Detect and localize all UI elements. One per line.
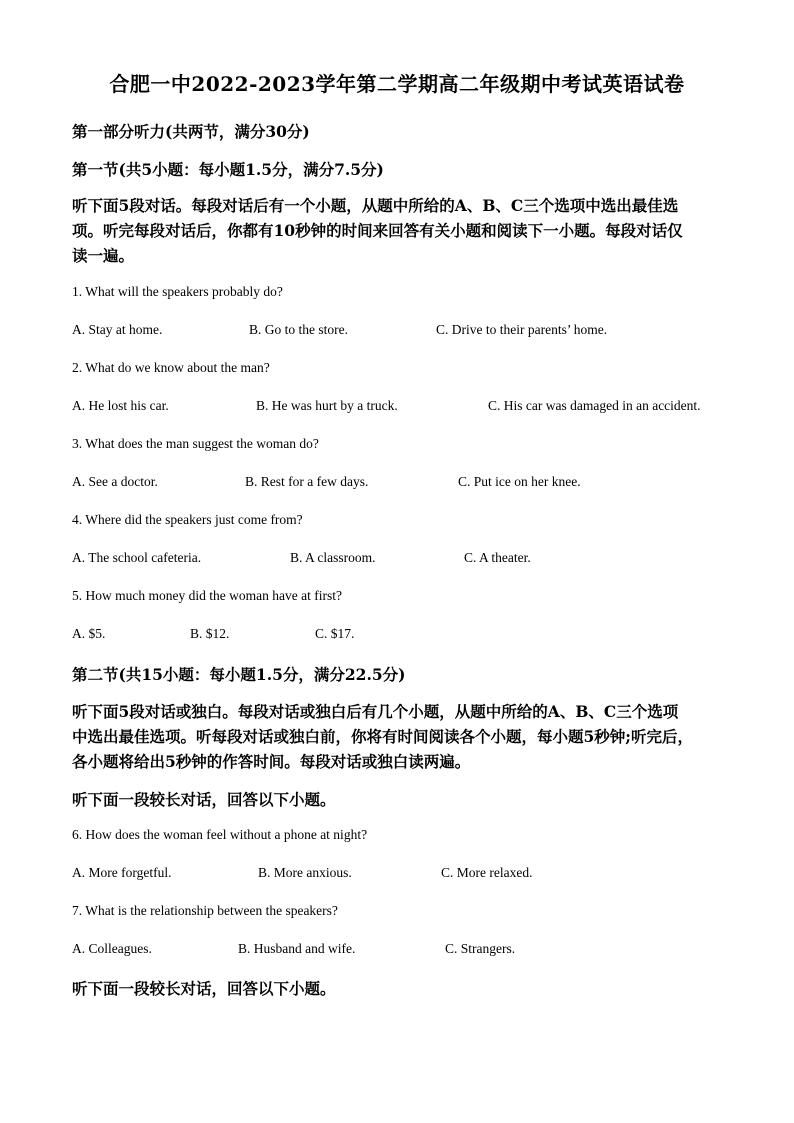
instruction-line: 听下面5段对话或独白。每段对话或独白后有几个小题，从题中所给的A、B、C三个选项 [72, 702, 679, 721]
question-5-option-a: A. $5. [72, 626, 106, 641]
question-3-option-b: B. Rest for a few days. [245, 474, 369, 489]
question-1-option-a: A. Stay at home. [72, 322, 163, 337]
question-7: 7. What is the relationship between the speakers? [72, 903, 338, 918]
question-5: 5. How much money did the woman have at first? [72, 588, 342, 603]
question-3-option-c: C. Put ice on her knee. [458, 474, 581, 489]
section2-heading: 第二节(共15小题：每小题1.5分，满分22.5分) [72, 665, 406, 684]
section2-instructions [72, 699, 722, 774]
question-2-option-c: C. His car was damaged in an accident. [488, 398, 701, 413]
question-3: 3. What does the man suggest the woman do? [72, 436, 319, 451]
long-dialogue-prompt: 听下面一段较长对话，回答以下小题。 [72, 790, 336, 809]
instruction-line: 各小题将给出5秒钟的作答时间。每段对话或独白读两遍。 [72, 752, 471, 771]
section1-instructions [72, 193, 722, 268]
question-4: 4. Where did the speakers just come from? [72, 512, 303, 527]
question-7-option-b: B. Husband and wife. [238, 941, 356, 956]
instruction-line: 听下面5段对话。每段对话后有一个小题，从题中所给的A、B、C三个选项中选出最佳选 [72, 196, 679, 215]
long-dialogue-prompt: 听下面一段较长对话，回答以下小题。 [72, 979, 336, 998]
question-5-option-c: C. $17. [315, 626, 355, 641]
question-1: 1. What will the speakers probably do? [72, 284, 283, 299]
question-2: 2. What do we know about the man? [72, 360, 270, 375]
section1-heading: 第一节(共5小题：每小题1.5分，满分7.5分) [72, 160, 384, 179]
question-2-option-b: B. He was hurt by a truck. [256, 398, 398, 413]
question-7-option-a: A. Colleagues. [72, 941, 152, 956]
instruction-line: 项。听完每段对话后，你都有10秒钟的时间来回答有关小题和阅读下一小题。每段对话仅 [72, 221, 683, 240]
question-3-option-a: A. See a doctor. [72, 474, 158, 489]
exam-title: 合肥一中2022-2023学年第二学期高二年级期中考试英语试卷 [109, 72, 685, 96]
question-6-option-a: A. More forgetful. [72, 865, 172, 880]
question-6-option-c: C. More relaxed. [441, 865, 533, 880]
question-1-option-c: C. Drive to their parents’ home. [436, 322, 608, 337]
instruction-line: 中选出最佳选项。听每段对话或独白前，你将有时间阅读各个小题，每小题5秒钟;听完后， [72, 727, 694, 746]
question-4-option-a: A. The school cafeteria. [72, 550, 202, 565]
question-6-option-b: B. More anxious. [258, 865, 352, 880]
instruction-line: 读一遍。 [72, 246, 135, 265]
question-4-option-b: B. A classroom. [290, 550, 376, 565]
question-5-option-b: B. $12. [190, 626, 230, 641]
question-7-option-c: C. Strangers. [445, 941, 516, 956]
question-4-option-c: C. A theater. [464, 550, 531, 565]
part1-heading: 第一部分听力(共两节，满分30分) [72, 122, 310, 141]
question-2-option-a: A. He lost his car. [72, 398, 169, 413]
question-6: 6. How does the woman feel without a phone at night? [72, 827, 368, 842]
question-1-option-b: B. Go to the store. [249, 322, 348, 337]
